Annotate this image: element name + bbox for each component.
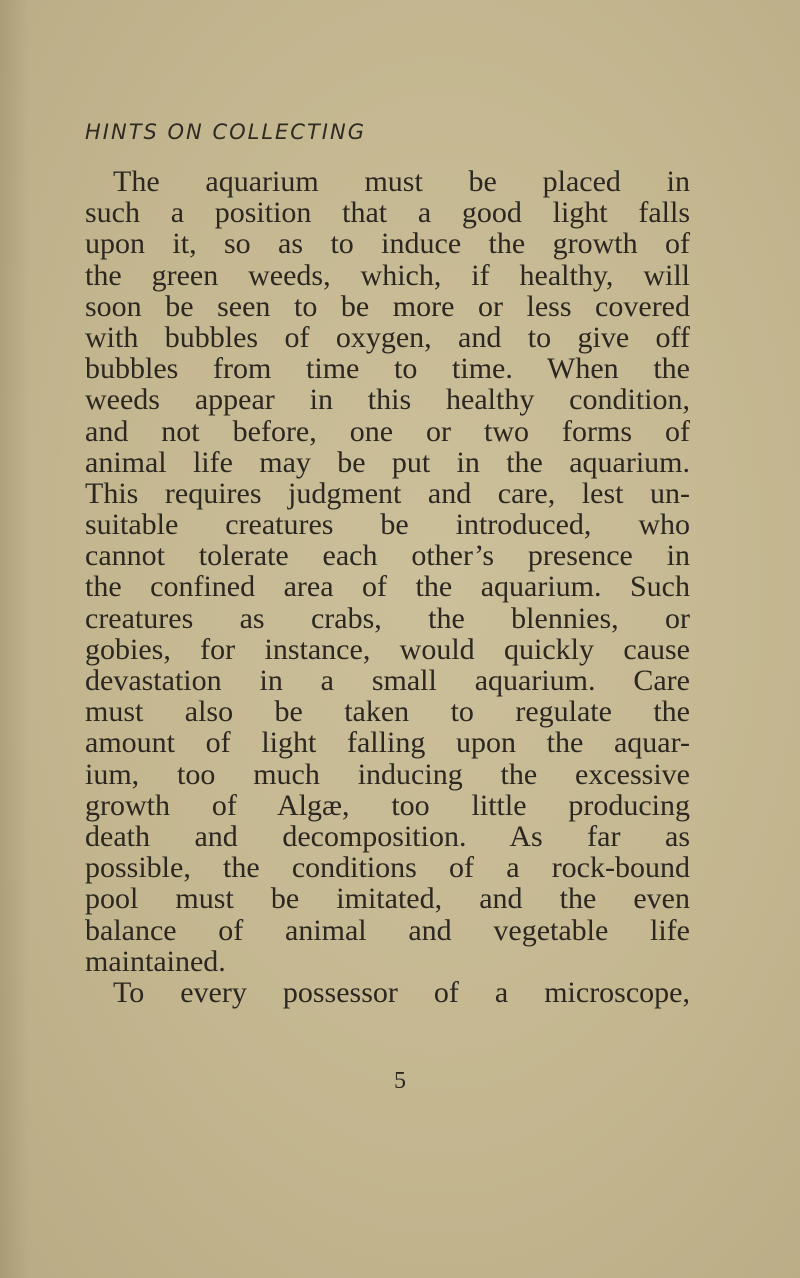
text-line: maintained.	[85, 944, 226, 978]
text-line: gobies, for instance, would quickly cause	[85, 632, 690, 666]
text-line: soon be seen to be more or less covered	[85, 289, 690, 323]
text-line: bubbles from time to time. When the	[85, 352, 690, 386]
page-number: 5	[394, 1068, 406, 1094]
text-line: such a position that a good light falls	[85, 196, 690, 230]
text-line: suitable creatures be introduced, who	[85, 508, 690, 542]
text-line: growth of Algæ, too little producing	[85, 788, 690, 822]
text-line: ium, too much inducing the excessive	[85, 757, 690, 791]
text-line: weeds appear in this healthy condition,	[85, 383, 690, 417]
text-line: This requires judgment and care, lest un-	[85, 476, 690, 510]
text-line: animal life may be put in the aquarium.	[85, 445, 690, 479]
text-line: pool must be imitated, and the even	[85, 882, 690, 916]
text-line: The aquarium must be placed in	[113, 165, 690, 198]
text-line: cannot tolerate each other’s presence in	[85, 539, 690, 573]
text-line: balance of animal and vegetable life	[85, 913, 690, 947]
text-line: must also be taken to regulate the	[85, 695, 690, 729]
running-head: HINTS ON COLLECTING	[85, 120, 366, 144]
text-line: and not before, one or two forms of	[85, 414, 690, 448]
text-line: the confined area of the aquarium. Such	[85, 570, 690, 604]
text-line: To every possessor of a microscope,	[113, 975, 690, 1009]
text-line: amount of light falling upon the aquar-	[85, 726, 690, 760]
text-line: death and decomposition. As far as	[85, 819, 690, 853]
text-line: the green weeds, which, if healthy, will	[85, 258, 690, 292]
body-text	[85, 166, 690, 1008]
text-line: with bubbles of oxygen, and to give off	[85, 320, 690, 354]
text-line: upon it, so as to induce the growth of	[85, 227, 690, 261]
text-line: possible, the conditions of a rock-bound	[85, 851, 690, 885]
text-line: creatures as crabs, the blennies, or	[85, 601, 690, 635]
text-line: devastation in a small aquarium. Care	[85, 664, 690, 697]
